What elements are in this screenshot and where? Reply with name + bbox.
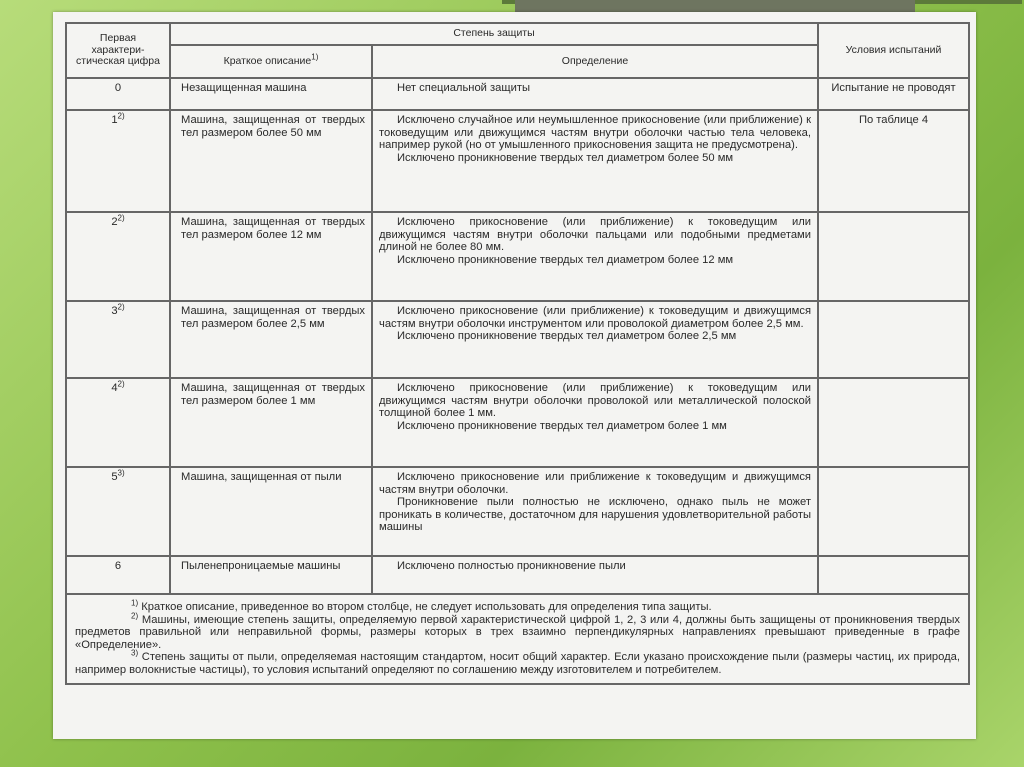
digit-cell [66,378,170,467]
test-conditions-cell [818,556,969,594]
digit-value: 6 [114,560,122,572]
definition-paragraph: Нет специальной защиты [397,82,530,94]
definition-paragraph: Исключено случайное или неумышленное прикосновение (или приближение) к токоведущим или движущимся частям внутри оболочки частью тела человека, например рукой (но от умышленного прикосновения защита не предусмотрена). [379,114,811,152]
short-description-cell: Машина, защищенная от твердых тел размером более 2,5 мм [170,301,372,378]
test-conditions-cell [818,301,969,378]
document-page [53,12,976,739]
header-short-description-label: Краткое описание [223,54,312,67]
table-row [66,212,969,301]
footnote-ref: 2) [117,379,125,389]
footnote-mark: 2) [131,610,139,620]
definition-cell [372,378,818,467]
table-row [66,378,969,467]
short-description-cell: Машина, защищенная от твердых тел размером более 1 мм [170,378,372,467]
footnote [75,648,960,676]
definition-paragraph: Исключено проникновение твердых тел диаметром более 2,5 мм [397,330,737,343]
short-description-cell: Машина, защищенная от твердых тел размером более 50 мм [170,110,372,212]
footnote [75,598,960,614]
short-description-cell: Машина, защищенная от твердых тел размером более 12 мм [170,212,372,301]
footnotes [66,594,969,684]
footnote-ref: 1) [311,52,319,62]
definition-paragraph: Исключено проникновение твердых тел диаметром более 1 мм [397,419,727,432]
definition-paragraph: Исключено проникновение твердых тел диаметром более 50 мм [397,151,734,164]
definition-cell [372,78,818,110]
footnote-ref: 3) [117,468,125,478]
definition-paragraph: Проникновение пыли полностью не исключено, однако пыль не может проникать в количестве, достаточном для нарушения удовлетворительной работы машины [379,496,811,534]
test-conditions-cell: По таблице 4 [818,110,969,212]
digit-value: 1 [111,114,118,126]
digit-cell [66,301,170,378]
definition-cell [372,467,818,556]
digit-value: 5 [111,471,118,483]
protection-degree-table [65,22,970,685]
table-row [66,301,969,378]
definition-cell [372,556,818,594]
digit-cell [66,212,170,301]
definition-cell [372,301,818,378]
definition-cell [372,212,818,301]
test-conditions-cell [818,378,969,467]
header-short-description [170,45,372,78]
definition-paragraph: Исключено прикосновение (или приближение) к токоведущим или движущимся частям внутри оболочки пальцами или подобными предметами длиной не более 80 мм. [379,216,811,254]
footnote-text: Краткое описание, приведенное во втором столбце, не следует использовать для определения типа защиты. [141,601,712,613]
definition-paragraph: Исключено прикосновение или приближение к токоведущим и движущимся частям внутри оболочки. [379,471,811,496]
footnote-ref: 2) [117,302,125,312]
footnote-mark: 1) [131,598,139,608]
test-conditions-cell: Испытание не проводят [818,78,969,110]
short-description-cell: Машина, защищенная от пыли [170,467,372,556]
footnote-text: Степень защиты от пыли, определяемая настоящим стандартом, носит общий характер. Если указано происхождение пыли (размеры частиц, их природа, например волокнистые частицы), то условия испытаний определяют по соглашению между изготовителем и потребителем. [75,651,960,676]
footnote-ref: 2) [117,111,125,121]
footnote-mark: 3) [131,648,139,658]
test-conditions-cell [818,212,969,301]
digit-cell [66,110,170,212]
definition-paragraph: Исключено проникновение твердых тел диаметром более 12 мм [397,253,734,266]
definition-cell [372,110,818,212]
digit-value: 4 [111,382,118,394]
header-first-digit: Первая характери-стическая цифра [66,23,170,78]
header-test-conditions: Условия испытаний [818,23,969,78]
digit-cell [66,78,170,110]
table-row [66,110,969,212]
header-definition: Определение [372,45,818,78]
short-description-cell: Незащищенная машина [170,78,372,110]
digit-cell [66,556,170,594]
test-conditions-cell [818,467,969,556]
table-row [66,78,969,110]
footnote-ref: 2) [117,213,125,223]
definition-paragraph: Исключено прикосновение (или приближение) к токоведущим и движущимся частям внутри оболочки инструментом или проволокой диаметром более 2,5 мм. [379,305,811,330]
digit-value: 2 [111,216,118,228]
definition-paragraph: Исключено полностью проникновение пыли [397,560,626,572]
digit-value: 0 [114,82,122,94]
header-protection-degree: Степень защиты [170,23,818,45]
table-row [66,467,969,556]
definition-paragraph: Исключено прикосновение (или приближение) к токоведущим или движущимся частям внутри оболочки проволокой или металлической полоской толщиной более 1 мм. [379,382,811,420]
table-row [66,556,969,594]
footnote-text: Машины, имеющие степень защиты, определяемую первой характеристической цифрой 1, 2, 3 или 4, должны быть защищены от проникновения твердых предметов правильной или неправильной формы, размеры которых в трех взаимно перпендикулярных направлениях превышают приведенные в графе «Определение». [75,613,960,651]
short-description-cell: Пыленепроницаемые машины [170,556,372,594]
digit-cell [66,467,170,556]
digit-value: 3 [111,305,118,317]
footnote [75,610,960,652]
